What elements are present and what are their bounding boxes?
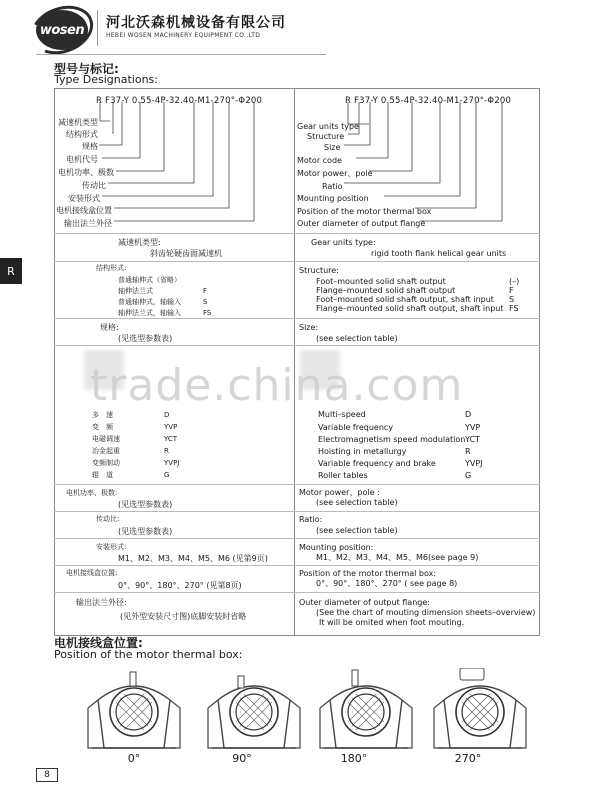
label-size-en: Size	[324, 143, 341, 152]
motor-code-cn: YCT	[164, 435, 178, 443]
row-divider	[54, 233, 540, 234]
structure-item-cn: 普通轴伸式（省略）	[118, 276, 181, 284]
thermal-value-en: 0°、90°、180°、270° ( see page 8)	[316, 579, 458, 588]
motor-code-en: YVPJ	[465, 459, 483, 468]
gear-type-title-en: Gear units type:	[311, 238, 376, 247]
structure-title-cn: 结构形式:	[96, 264, 127, 272]
size-title-en: Size:	[299, 323, 319, 332]
label-structure-cn: 结构形式	[66, 130, 98, 139]
structure-code-cn: F	[203, 287, 208, 295]
position-label-0: 0°	[127, 752, 141, 765]
gear-type-value-cn: 斜齿轮硬齿面减速机	[150, 249, 222, 258]
thermal-title-cn: 电机接线盒位置:	[66, 569, 118, 577]
motor-item-en: Electromagnetism speed modulation	[318, 435, 466, 444]
motor-code-cn: D	[164, 411, 170, 419]
gear-type-value-en: rigid tooth flank helical gear units	[371, 249, 507, 258]
structure-code-en: F	[509, 286, 514, 295]
size-value-en: (see selection table)	[316, 334, 398, 343]
type-code-en: R F37-Y 0.55-4P-32.40-M1-270°-Φ200	[345, 96, 512, 106]
motor-item-cn: 电磁调速	[92, 435, 120, 443]
motor-position-0-drawing	[84, 668, 184, 750]
label-mounting-cn: 安装形式	[68, 194, 100, 203]
power-title-cn: 电机功率、极数:	[66, 489, 118, 497]
row-divider	[54, 345, 540, 346]
structure-title-en: Structure:	[299, 266, 339, 275]
row-divider	[54, 318, 540, 319]
flange-value-en-1: (See the chart of mouting dimension sheets–overview)	[316, 608, 536, 617]
motor-code-cn: R	[164, 447, 169, 455]
motor-position-90-drawing	[204, 668, 304, 750]
flange-value-cn: (见外型安装尺寸图)底脚安装时省略	[120, 612, 247, 621]
motor-item-en: Hoisting in metallurgy	[318, 447, 407, 456]
motor-item-cn: 变频制动	[92, 459, 120, 467]
row-divider	[54, 538, 540, 539]
thermal-title-en: Position of the motor thermal box:	[299, 569, 437, 578]
motor-code-cn: G	[164, 471, 170, 479]
structure-item-cn: 轴伸法兰式，轴输入	[118, 309, 181, 317]
mounting-value-cn: M1、M2、M3、M4、M5、M6 (见第9页)	[118, 554, 268, 563]
size-value-cn: (见选型参数表)	[118, 334, 173, 343]
row-divider	[54, 261, 540, 262]
label-motor-code-en: Motor code	[297, 156, 342, 165]
label-structure-en: Structure	[307, 132, 345, 141]
position-label-180: 180°	[340, 752, 368, 765]
section-title-cn: 型号与标记:	[54, 62, 119, 76]
company-name-en: HEBEI WOSEN MACHINERY EQUIPMENT CO.,LTD	[106, 32, 261, 39]
mounting-value-en: M1、M2、M3、M4、M5、M6(see page 9)	[316, 553, 479, 562]
ratio-value-cn: (见选型参数表)	[118, 527, 173, 536]
mounting-title-cn: 安装形式:	[96, 543, 127, 551]
structure-item-cn: 轴伸法兰式	[118, 287, 153, 295]
label-motor-power-en: Motor power、pole	[297, 169, 373, 178]
label-size-cn: 规格	[82, 142, 98, 151]
motor-item-en: Roller tables	[318, 471, 368, 480]
section-tab: R	[0, 258, 22, 284]
motor-code-en: YCT	[465, 435, 480, 444]
motor-code-cn: YVPJ	[164, 459, 180, 467]
label-gear-type-en: Gear units type	[297, 122, 359, 131]
motor-item-en: Variable frequency	[318, 423, 394, 432]
structure-item-en: Foot–mounted solid shaft output, shaft input	[316, 295, 494, 304]
motor-code-en: R	[465, 447, 471, 456]
position-label-90: 90°	[232, 752, 252, 765]
company-logo: wosen	[36, 10, 88, 50]
label-mounting-en: Mounting position	[297, 194, 369, 203]
power-value-en: (see selection table)	[316, 498, 398, 507]
row-divider	[54, 484, 540, 485]
section-title-en: Type Designations:	[54, 73, 158, 86]
ratio-title-en: Ratio:	[299, 515, 323, 524]
position-label-270: 270°	[454, 752, 482, 765]
ratio-title-cn: 传动比:	[96, 515, 120, 523]
structure-code-en: FS	[509, 304, 519, 313]
motor-position-270-drawing	[430, 668, 530, 750]
header-rule	[36, 54, 326, 55]
structure-code-en: (–)	[509, 277, 520, 286]
flange-value-en-2: It will be omited when foot mouting.	[319, 618, 465, 627]
motor-code-en: G	[465, 471, 472, 480]
ratio-value-en: (see selection table)	[316, 526, 398, 535]
flange-title-en: Outer diameter of output flange:	[299, 598, 430, 607]
label-flange-cn: 输出法兰外径	[64, 219, 112, 228]
mounting-title-en: Mounting position:	[299, 543, 374, 552]
label-ratio-en: Ratio	[322, 182, 343, 191]
page-number: 8	[36, 768, 58, 782]
structure-item-en: Flange–mounted solid shaft output	[316, 286, 456, 295]
label-ratio-cn: 传动比	[82, 181, 106, 190]
row-divider	[54, 511, 540, 512]
label-flange-en: Outer diameter of output flange	[297, 219, 426, 228]
structure-item-en: Flange–mounted solid shaft output, shaft input	[316, 304, 504, 313]
header-divider	[97, 10, 98, 46]
motor-item-en: Variable frequency and brake	[318, 459, 436, 468]
thermal-value-cn: 0°、90°、180°、270° (见第8页)	[118, 581, 242, 590]
motor-item-cn: 多 速	[92, 411, 113, 419]
structure-code-cn: FS	[203, 309, 212, 317]
row-divider	[54, 592, 540, 593]
label-gear-type-cn: 减速机类型	[58, 118, 98, 127]
power-title-en: Motor power、pole :	[299, 488, 380, 497]
flange-title-cn: 输出法兰外径:	[76, 598, 127, 607]
motor-code-en: D	[465, 410, 472, 419]
structure-code-en: S	[509, 295, 515, 304]
label-thermal-box-en: Position of the motor thermal box	[297, 207, 432, 216]
label-motor-code-cn: 电机代号	[66, 155, 98, 164]
structure-item-cn: 普通轴伸式，轴输入	[118, 298, 181, 306]
motor-code-cn: YVP	[164, 423, 178, 431]
motor-code-en: YVP	[465, 423, 481, 432]
gear-type-title-cn: 减速机类型:	[118, 238, 161, 247]
motor-item-en: Multi–speed	[318, 410, 366, 419]
power-value-cn: (见选型参数表)	[118, 500, 173, 509]
motor-item-cn: 辊 道	[92, 471, 113, 479]
company-name-cn: 河北沃森机械设备有限公司	[106, 15, 286, 31]
thermal-section-title-cn: 电机接线盒位置:	[54, 636, 143, 650]
watermark: trade.china.com	[90, 360, 464, 411]
motor-item-cn: 冶金起重	[92, 447, 120, 455]
motor-position-180-drawing	[316, 668, 416, 750]
row-divider	[54, 565, 540, 566]
label-motor-power-cn: 电机功率、极数	[58, 168, 114, 177]
motor-item-cn: 变 频	[92, 423, 113, 431]
structure-item-en: Foot–mounted solid shaft output	[316, 277, 446, 286]
label-thermal-box-cn: 电机接线盒位置	[56, 206, 112, 215]
thermal-section-title-en: Position of the motor thermal box:	[54, 648, 243, 661]
size-title-cn: 规格:	[100, 323, 119, 332]
structure-code-cn: S	[203, 298, 208, 306]
type-code-cn: R F37-Y 0.55-4P-32.40-M1-270°-Φ200	[96, 96, 263, 106]
